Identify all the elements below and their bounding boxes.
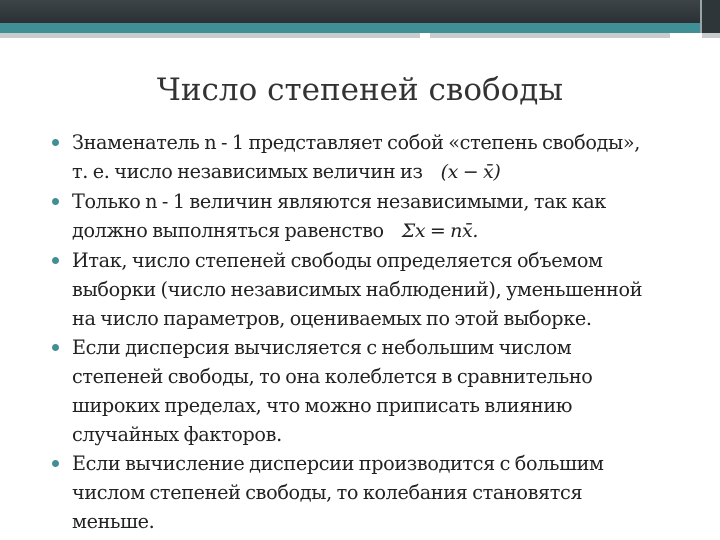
bullet-line: широких пределах, что можно приписать влиянию (72, 394, 573, 417)
bullet-line: Итак, число степеней свободы определяется объемом (72, 249, 603, 272)
bullet-item (52, 333, 712, 449)
bullet-line: числом степеней свободы, то колебания становятся (72, 481, 583, 504)
bullet-dot-icon (52, 344, 59, 351)
bullet-dot-icon (52, 198, 59, 205)
bullet-line: т. е. число независимых величин из (x − x̄) (72, 160, 501, 183)
header-corner-accent (700, 0, 720, 33)
bullet-line: случайных факторов. (72, 423, 282, 446)
bullet-item (52, 449, 712, 536)
bullet-line: Если дисперсия вычисляется с небольшим числом (72, 336, 572, 359)
bullet-dot-icon (52, 257, 59, 264)
header-divider-left (0, 33, 420, 38)
bullet-item (52, 187, 712, 246)
header-band (0, 0, 720, 23)
bullet-line: выборки (число независимых наблюдений), уменьшенной (72, 278, 643, 301)
bullet-line: Знаменатель n - 1 представляет собой «степень свободы», (72, 131, 641, 154)
bullet-line: степеней свободы, то она колеблется в сравнительно (72, 365, 593, 388)
bullet-line: на число параметров, оцениваемых по этой выборке. (72, 307, 592, 330)
formula-deviation: (x − x̄) (440, 161, 501, 183)
formula-sum-equality: Σx = nx̄. (401, 220, 479, 242)
bullet-line: должно выполняться равенство Σx = nx̄. (72, 219, 479, 242)
slide-title: Число степеней свободы (156, 72, 564, 108)
bullet-list (52, 128, 712, 536)
bullet-item (52, 246, 712, 333)
bullet-line: Только n - 1 величин являются независимыми, так как (72, 190, 606, 213)
bullet-line: Если вычисление дисперсии производится с большим (72, 452, 604, 475)
bullet-dot-icon (52, 139, 59, 146)
bullet-dot-icon (52, 460, 59, 467)
bullet-line: меньше. (72, 510, 155, 533)
header-divider-right (430, 33, 670, 38)
header-accent-stripe (0, 23, 720, 33)
header-divider-corner (702, 33, 720, 38)
bullet-item (52, 128, 712, 187)
